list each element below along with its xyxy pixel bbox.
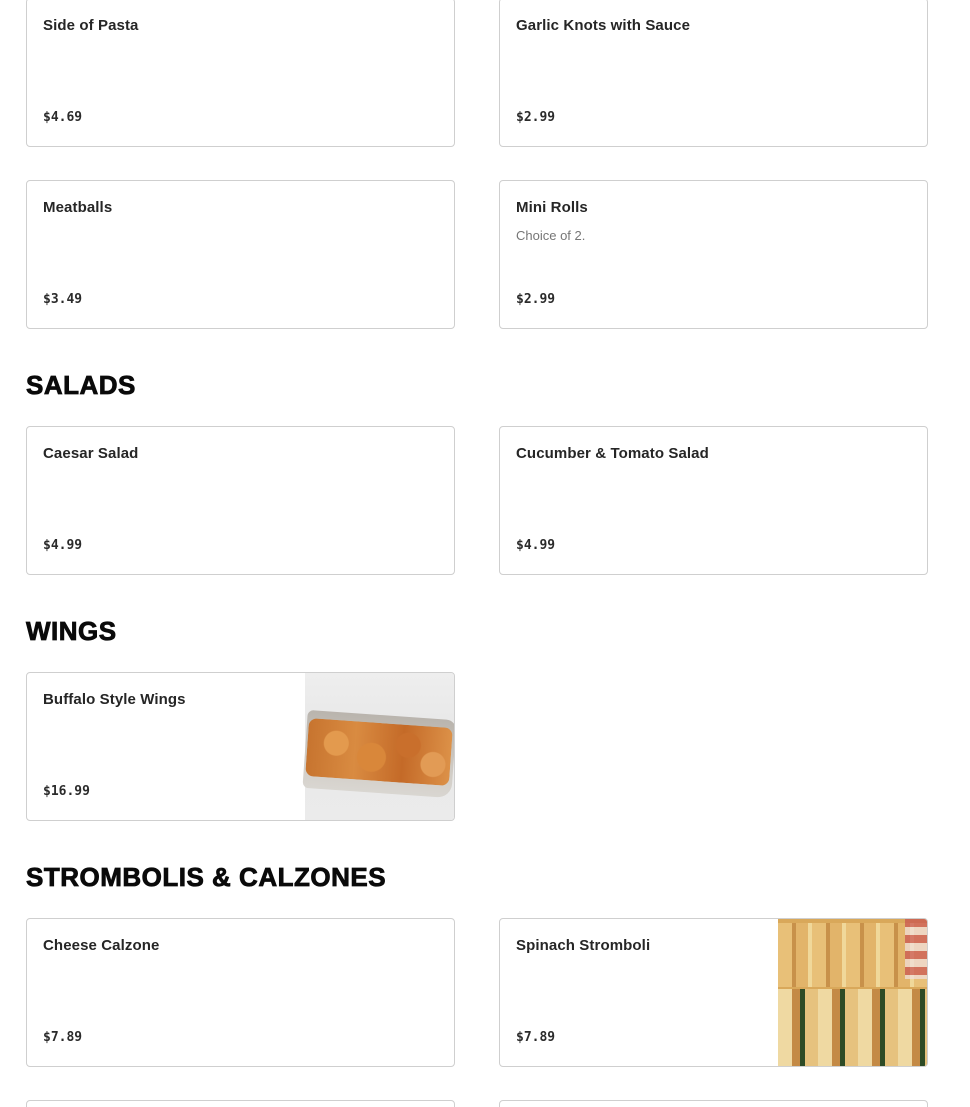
menu-item-card[interactable] xyxy=(26,180,455,329)
menu-item-card[interactable] xyxy=(499,180,928,329)
item-name: Spinach Stromboli xyxy=(516,937,651,954)
menu-item-card[interactable] xyxy=(26,672,455,821)
section-title-strombolis-calzones: STROMBOLIS & CALZONES xyxy=(26,862,387,892)
menu-item-card[interactable] xyxy=(499,426,928,575)
item-name: Cheese Calzone xyxy=(43,937,160,954)
section-title-salads: SALADS xyxy=(26,370,136,400)
section-title-wings: WINGS xyxy=(26,616,117,646)
stromboli-photo xyxy=(778,919,927,1067)
item-price: $7.89 xyxy=(516,1030,556,1045)
item-name: Side of Pasta xyxy=(43,17,139,34)
item-description: Choice of 2. xyxy=(516,228,586,243)
menu-item-card[interactable] xyxy=(26,918,455,1067)
menu-item-card-partial[interactable] xyxy=(499,1100,928,1107)
item-name: Buffalo Style Wings xyxy=(43,691,186,708)
item-name: Mini Rolls xyxy=(516,199,588,216)
menu-item-card[interactable] xyxy=(26,426,455,575)
wings-shape xyxy=(305,718,453,786)
menu-item-card[interactable] xyxy=(26,0,455,147)
item-price: $7.89 xyxy=(43,1030,83,1045)
menu-item-card[interactable] xyxy=(499,0,928,147)
item-name: Garlic Knots with Sauce xyxy=(516,17,691,34)
item-price: $2.99 xyxy=(516,110,556,125)
item-price: $4.99 xyxy=(43,538,83,553)
wings-photo xyxy=(305,673,454,821)
item-price: $3.49 xyxy=(43,292,83,307)
menu-item-card[interactable] xyxy=(499,918,928,1067)
item-price: $4.69 xyxy=(43,110,83,125)
item-name: Caesar Salad xyxy=(43,445,139,462)
item-name: Meatballs xyxy=(43,199,113,216)
loaf-shape xyxy=(778,989,927,1067)
item-price: $2.99 xyxy=(516,292,556,307)
item-price: $4.99 xyxy=(516,538,556,553)
item-price: $16.99 xyxy=(43,784,90,799)
menu-item-card-partial[interactable] xyxy=(26,1100,455,1107)
checkered-cloth-shape xyxy=(905,919,927,979)
item-name: Cucumber & Tomato Salad xyxy=(516,445,709,462)
